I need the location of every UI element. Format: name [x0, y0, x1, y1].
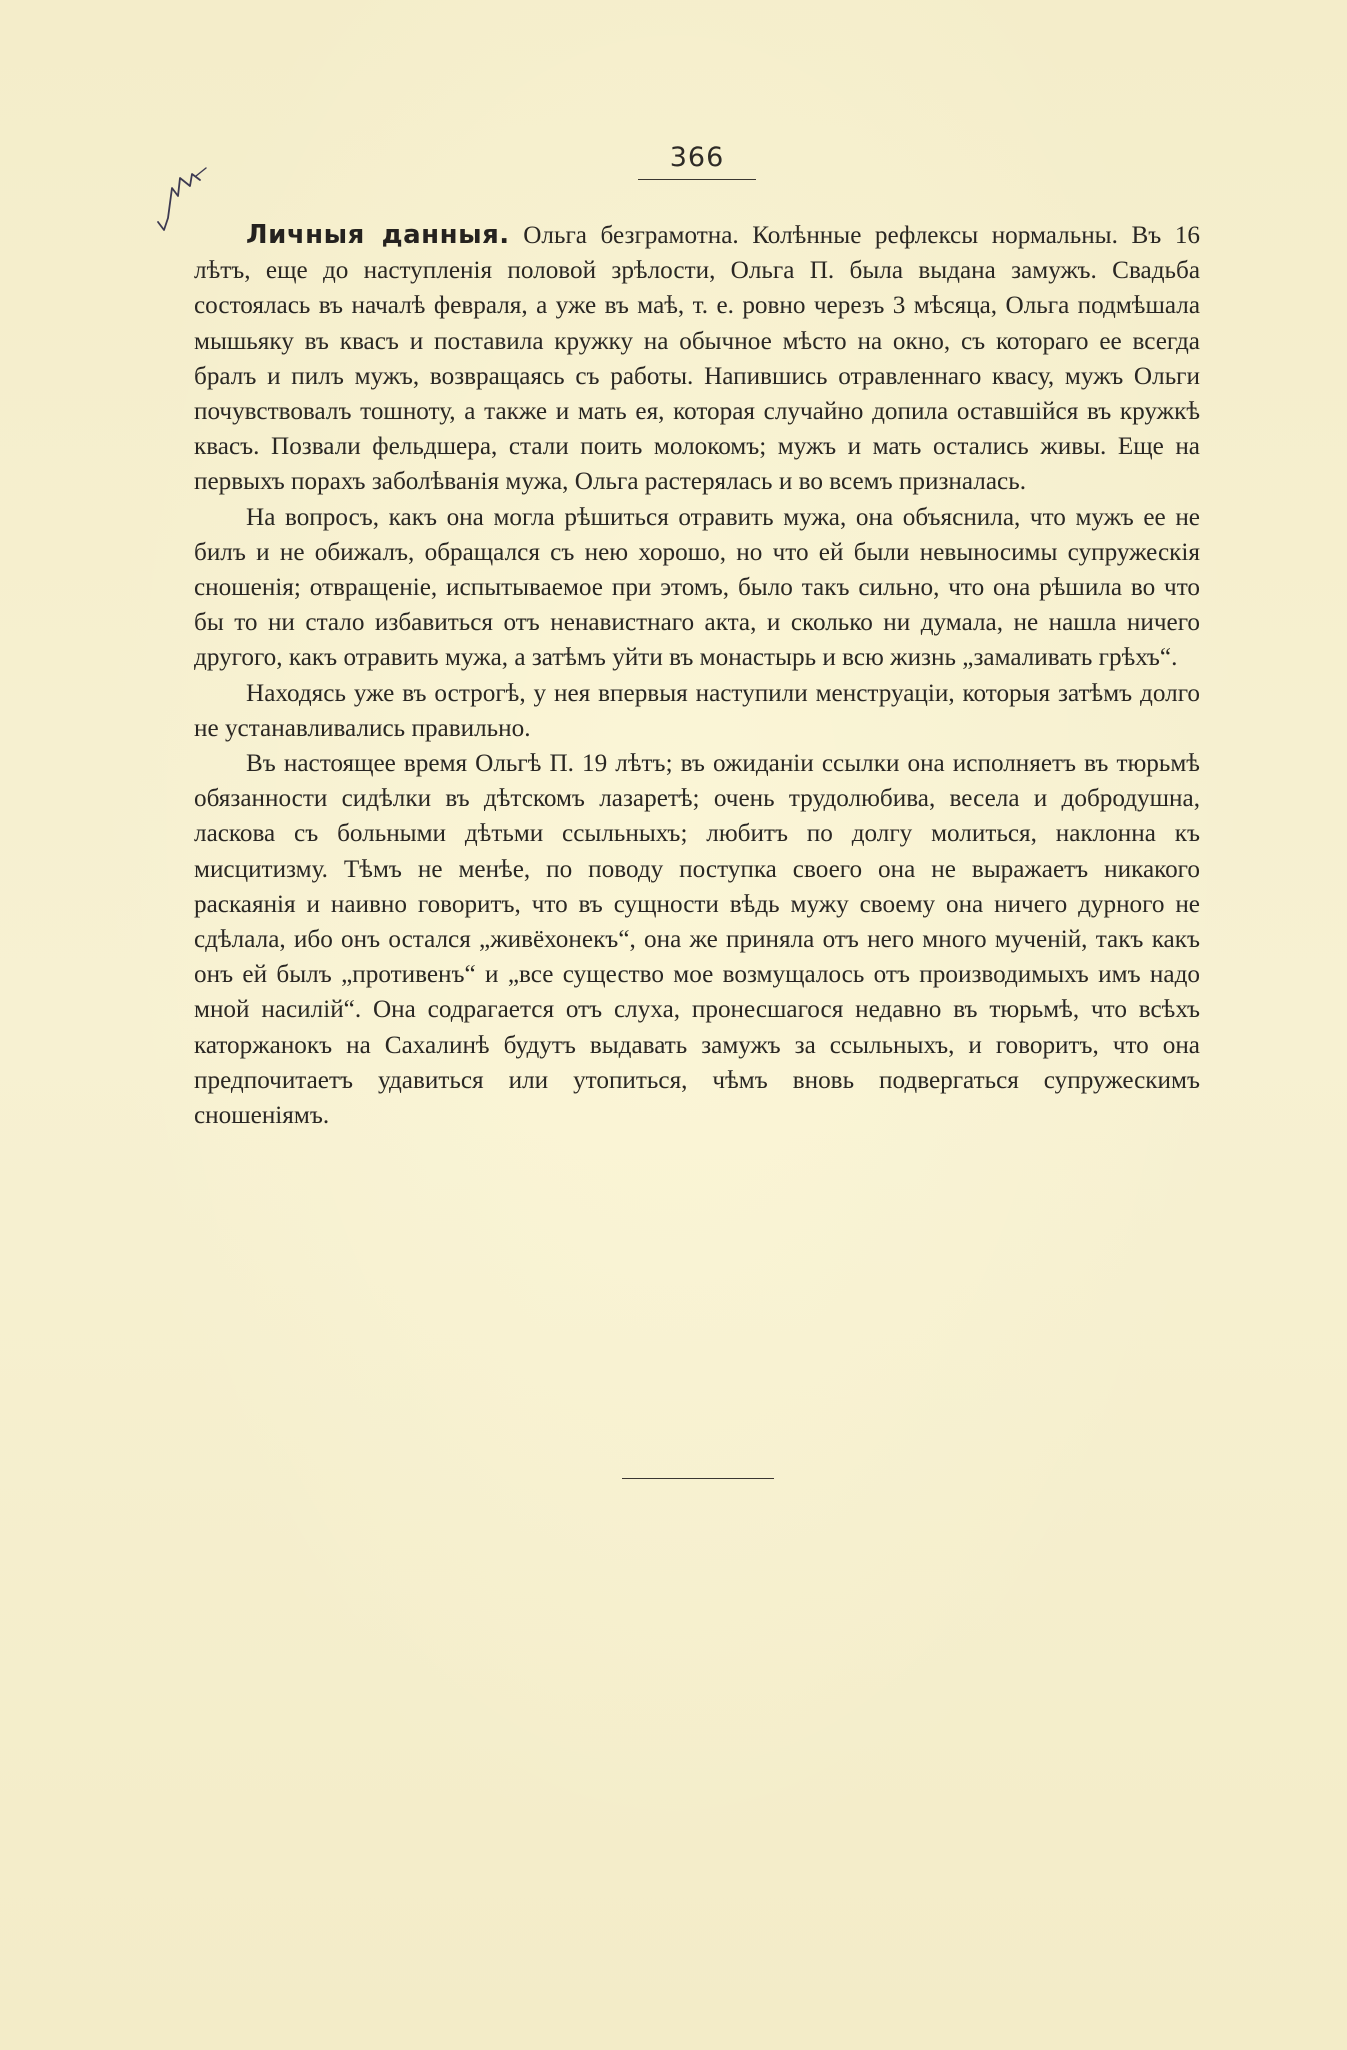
- end-divider-rule: [622, 1478, 774, 1479]
- section-heading: Личныя данныя.: [246, 220, 510, 250]
- page-number: 366: [638, 142, 756, 180]
- paragraph: На вопросъ, какъ она могла рѣшиться отравить мужа, она объяснила, что мужъ ее не билъ и не обижалъ, обращался съ нею хорошо, но что ей были невыносимы супружескія сношенія; отвращеніе, испытываемое при этомъ, было такъ сильно, что она рѣшила во что бы то ни стало избавиться отъ ненавистнаго акта, и сколько ни думала, не нашла ничего другого, какъ отравить мужа, а затѣмъ уйти въ монастырь и всю жизнь „замаливать грѣхъ“.: [194, 503, 1200, 672]
- paragraph: Въ настоящее время Ольгѣ П. 19 лѣтъ; въ ожиданіи ссылки она исполняетъ въ тюрьмѣ обязанности сидѣлки въ дѣтскомъ лазаретѣ; очень трудолюбива, весела и добродушна, ласкова съ больными дѣтьми ссыльныхъ; любитъ по долгу молиться, наклонна къ мисцитизму. Тѣмъ не менѣе, по поводу поступка своего она не выражаетъ никакого раскаянія и наивно говоритъ, что въ сущности вѣдь мужу своему она ничего дурного не сдѣлала, ибо онъ остался „живёхонекъ“, она же приняла отъ него много мученій, такъ какъ онъ ей былъ „противенъ“ и „все существо мое возмущалось отъ производимыхъ имъ надо мной насилій“. Она содрагается отъ слуха, пронесшагося недавно въ тюрьмѣ, что всѣхъ каторжанокъ на Сахалинѣ будутъ выдавать замужъ за ссыльныхъ, и говоритъ, что она предпочитаетъ удавиться или утопиться, чѣмъ вновь подвергаться супружескимъ сношеніямъ.: [194, 750, 1200, 1130]
- paragraph-text: Ольга безграмотна. Колѣнные рефлексы нормальны. Въ 16 лѣтъ, еще до наступленія половой зрѣлости, Ольга П. была выдана замужъ. Свадьба состоялась въ началѣ февраля, а уже въ маѣ, т. е. ровно черезъ 3 мѣсяца, Ольга подмѣшала мышьяку въ квасъ и поставила кружку на обычное мѣсто на окно, съ котораго ее всегда бралъ и пилъ мужъ, возвращаясь съ работы. Напившись отравленнаго квасу, мужъ Ольги почувствовалъ тошноту, а также и мать ея, которая случайно допила оставшійся въ кружкѣ квасъ. Позвали фельдшера, стали поить молокомъ; мужъ и мать остались живы. Еще на первыхъ порахъ заболѣванія мужа, Ольга растерялась и во всемъ призналась.: [194, 222, 1201, 496]
- paragraph: [194, 218, 1200, 500]
- paragraph: Находясь уже въ острогѣ, у нея впервыя наступили менструаціи, которыя затѣмъ долго не устанавливались правильно.: [194, 679, 1200, 742]
- body-text: [194, 218, 1200, 1133]
